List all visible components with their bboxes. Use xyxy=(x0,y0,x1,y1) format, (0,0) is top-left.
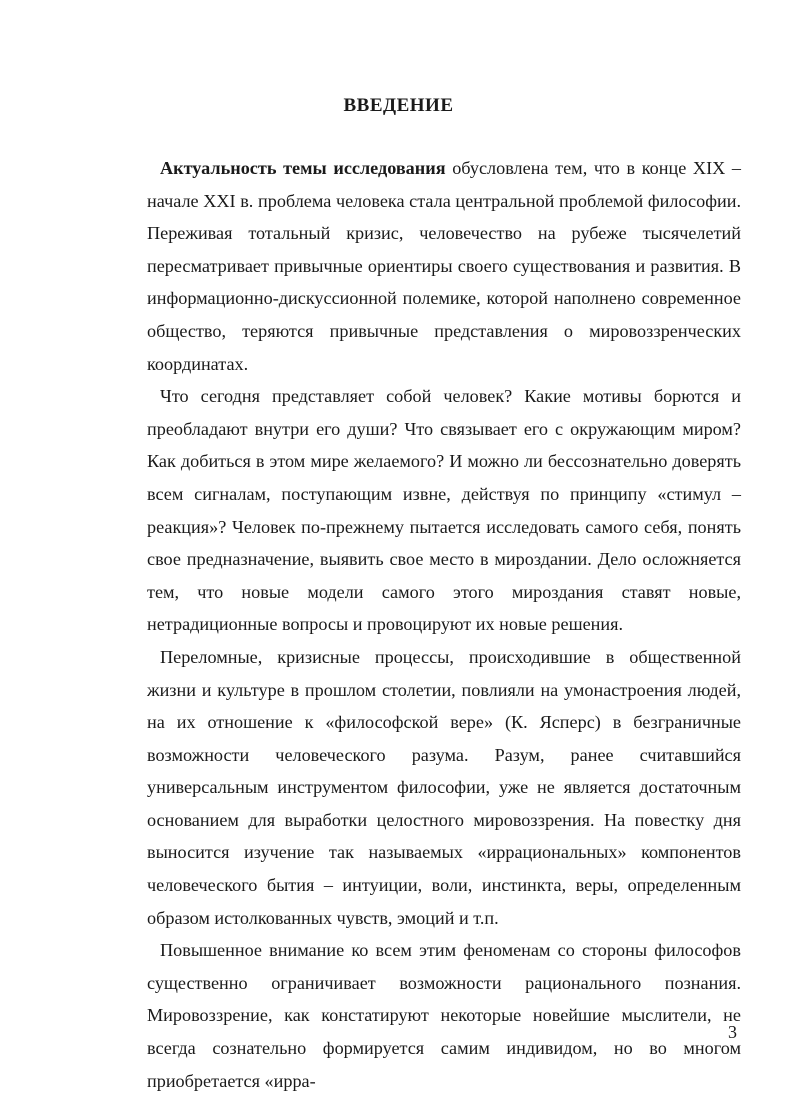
page-number: 3 xyxy=(728,1022,737,1042)
paragraph-text: Повышенное внимание ко всем этим феноменам со стороны философов существенно ограничивает возможности рационального познания. Мировоззрение, как констатируют некоторые новейшие мыслители, не всегда сознательно формируется самим индивидом, но во многом приобретается «ирра- xyxy=(147,940,741,1091)
paragraph-lead: Актуальность темы исследования xyxy=(160,158,446,178)
paragraph-text: Что сегодня представляет собой человек? Какие мотивы борются и преобладают внутри его души? Что связывает его с окружающим миром? Как добиться в этом мире желаемого? И можно ли бессознательно доверять всем сигналам, поступающим извне, действуя по принципу «стимул – реакция»? Человек по-прежнему пытается исследовать самого себя, понять свое предназначение, выявить свое место в мироздании. Дело осложняется тем, что новые модели самого этого мироздания ставят новые, нетрадиционные вопросы и провоцируют их новые решения. xyxy=(147,386,741,635)
paragraph-text: обусловлена тем, что в конце XIX – начале XXI в. проблема человека стала центральной проблемой философии. Переживая тотальный кризис, человечество на рубеже тысячелетий пересматривает привычные ориентиры своего существования и развития. В информационно-дискуссионной полемике, которой наполнено современное общество, теряются привычные представления о мировоззренческих координатах. xyxy=(147,158,742,374)
page-title: ВВЕДЕНИЕ xyxy=(343,95,454,116)
paragraph-relevance xyxy=(147,152,741,380)
paragraph-questions xyxy=(147,380,741,641)
body-text xyxy=(147,152,741,1097)
paragraph-attention xyxy=(147,934,741,1097)
paragraph-text: Переломные, кризисные процессы, происходившие в общественной жизни и культуре в прошлом столетии, повлияли на умонастроения людей, на их отношение к «философской вере» (К. Ясперс) в безграничные возможности человеческого разума. Разум, ранее считавшийся универсальным инструментом философии, уже не является достаточным основанием для выработки целостного мировоззрения. На повестку дня выносится изучение так называемых «иррациональных» компонентов человеческого бытия – интуиции, воли, инстинкта, веры, определенным образом истолкованных чувств, эмоций и т.п. xyxy=(147,646,741,928)
paragraph-crisis xyxy=(147,641,741,934)
